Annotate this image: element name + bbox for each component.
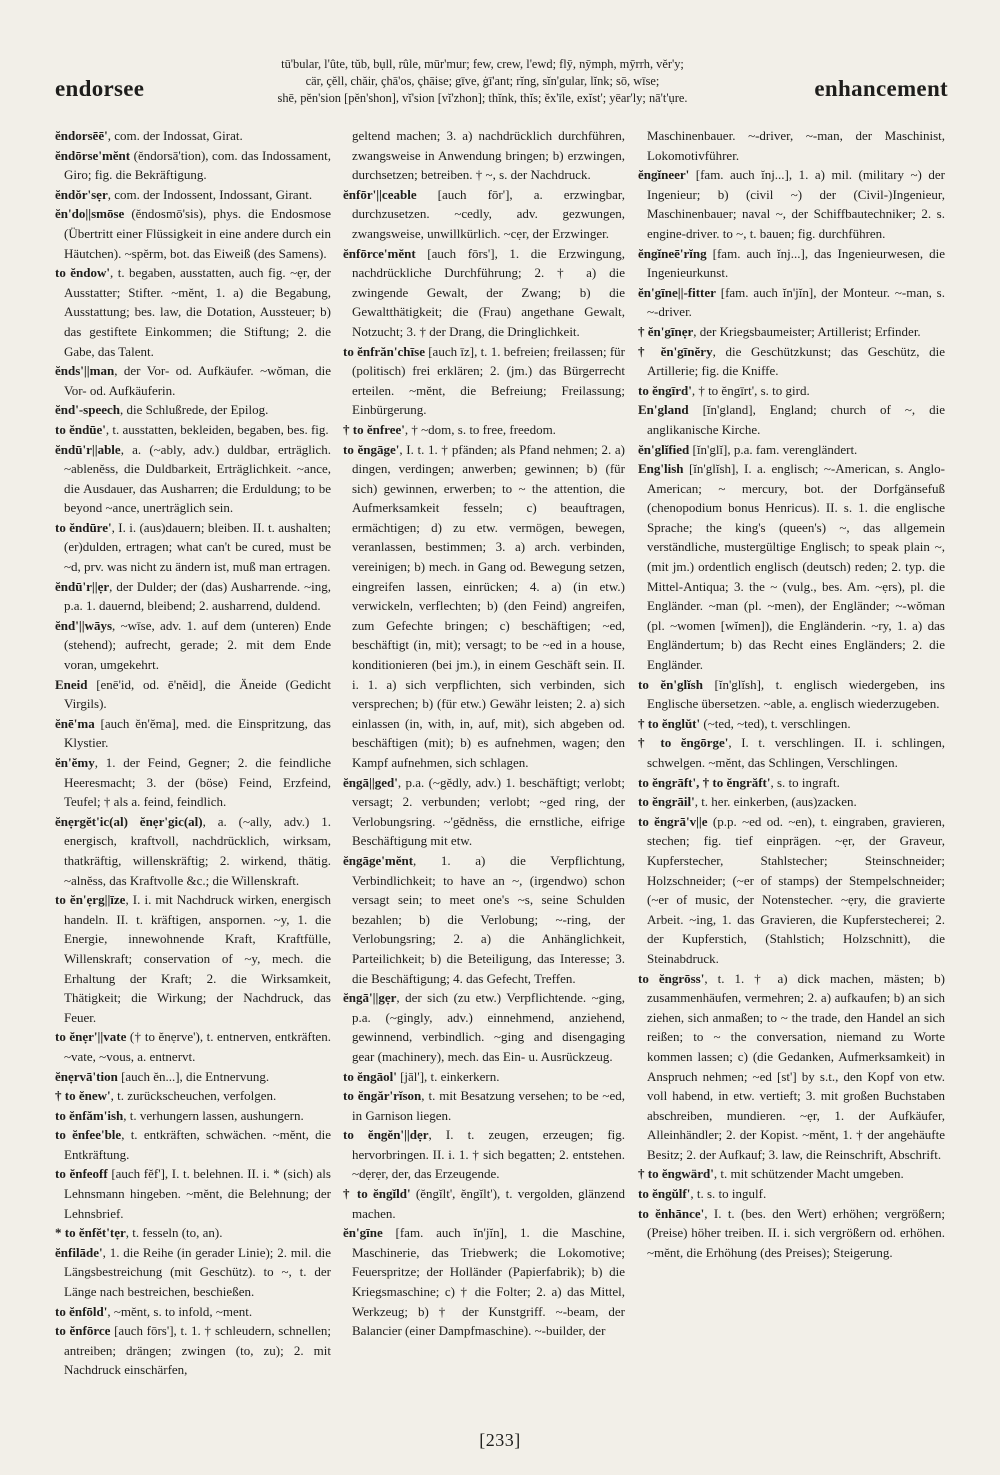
entry-definition: , ~wīse, adv. 1. auf dem (unteren) Ende (stehend); aufrecht, gerade; 2. mit dem Ende voran, umgekehrt. [64, 617, 331, 673]
entry-headword: to ĕndow' [55, 265, 111, 281]
dictionary-entry [638, 1164, 945, 1184]
dictionary-entry [638, 792, 945, 812]
entry-headword: ĕnẹrvā'tion [55, 1068, 118, 1084]
pronunciation-key [195, 56, 770, 107]
entry-headword: ĕndōrse'mĕnt [55, 147, 131, 163]
entry-headword: to ĕnfăm'ish [55, 1107, 124, 1123]
entry-definition: [auch fōrs'], 1. die Erzwingung, nachdrückliche Durchführung; 2. † a) die zwingende Gewalt, der Zwang; b) die Gewaltthätigkeit; die (Frau) angethane Gewalt, Notzucht; 3. † der Drang, die Dringlichkeit. [352, 245, 625, 339]
entry-headword: to ĕngāol' [343, 1068, 397, 1084]
entry-headword: En'gland [638, 402, 689, 418]
dictionary-entry [638, 969, 945, 1165]
entry-definition: , t. verhungern lassen, aushungern. [123, 1107, 304, 1123]
entry-headword: to ĕndūe' [55, 421, 106, 437]
entry-definition: [auch fōr'], a. erzwingbar, durchzusetzen. ~cedly, adv. gezwungen, zwangsweise, unwillkürlich. ~cẹr, der Erzwinger. [352, 186, 625, 241]
dictionary-entry [343, 244, 625, 342]
dictionary-entry [343, 1184, 625, 1223]
dictionary-entry [55, 146, 331, 185]
dictionary-entry [343, 185, 625, 244]
entry-headword: to ĕnfeoff [55, 1166, 108, 1182]
entry-definition: geltend machen; 3. a) nachdrücklich durchführen, zwangsweise in Anwendung bringen; b) erzwingen, durchsetzen; betreiben. † ~, s. der Nachdruck. [352, 128, 625, 183]
dictionary-column-left [55, 126, 331, 1426]
dictionary-entry [343, 1125, 625, 1184]
dictionary-entry [343, 851, 625, 988]
entry-definition: (ĕndorsā'tion), com. das Indossament, Giro; fig. die Bekräftigung. [64, 147, 331, 183]
dictionary-entry [55, 675, 331, 714]
entry-headword: ĕn'glĭfied [638, 441, 690, 457]
dictionary-entry [55, 1106, 331, 1126]
entry-definition: , t. 1. † a) dick machen, mästen; b) zusammenhäufen, vermehren; 2. a) aufkaufen; b) an sich ziehen, sich anmaßen; to ~ the trade, den Handel an sich reißen; to ~ the conversation, niemand zu Worte kommen lassen; c) (die Gedanken, Aufmerksamkeit) in Anspruch nehmen; ~ed [st'] by s.t., den Kopf von etw. voll habend, in etw. vertieft; 3. mit großen Buchstaben abschreiben, mundieren. ~ẹr, 1. der Aufkäufer, Alleinhändler; 2. der Kopist. ~mĕnt, 1. † der angehäufte Besitz; 2. der Aufkauf; 3. law, die Reinschrift, Abschrift. [647, 970, 945, 1162]
dictionary-entry [343, 126, 625, 185]
dictionary-entry [638, 459, 945, 675]
entry-definition: († to ĕnẹrve'), t. entnerven, entkräften. ~vate, ~vous, a. entnervt. [64, 1029, 331, 1064]
entry-headword: ĕngāge'mĕnt [343, 852, 414, 868]
entry-headword: ĕn'ĕmy [55, 755, 95, 770]
dictionary-column-right [638, 126, 945, 1426]
dictionary-entry [343, 988, 625, 1066]
dictionary-entry [55, 1027, 331, 1066]
entry-definition: [jāl'], t. einkerkern. [396, 1068, 500, 1084]
dictionary-entry [638, 165, 945, 243]
dictionary-entry [55, 518, 331, 577]
entry-headword: ĕn'gīne [343, 1225, 383, 1241]
entry-headword: ĕndū'r||ẹr [55, 578, 110, 594]
entry-headword: ĕngĭneer' [638, 167, 690, 183]
entry-headword: to ĕngŭlf' [638, 1186, 691, 1202]
dictionary-entry [638, 733, 945, 772]
entry-headword: to ĕnfōld' [55, 1303, 108, 1319]
dictionary-entry [55, 812, 331, 890]
dictionary-entry [55, 890, 331, 1027]
entry-headword: ĕnfilāde' [55, 1244, 103, 1260]
entry-headword: to ĕnfōrce [55, 1323, 111, 1339]
entry-definition: , die Schlußrede, der Epilog. [120, 402, 269, 418]
entry-headword: to ĕnẹr'||vate [55, 1029, 127, 1045]
entry-headword: † ĕn'gīnẹr [638, 323, 694, 339]
entry-headword: to ĕnfrăn'chīse [343, 343, 425, 359]
dictionary-entry [638, 440, 945, 460]
entry-definition: [fam. auch ĭnj...], das Ingenieurwesen, die Ingenieurkunst. [647, 245, 945, 281]
dictionary-entry [638, 342, 945, 381]
dictionary-entry [55, 1243, 331, 1302]
dictionary-entry [638, 283, 945, 322]
entry-definition: (ĕngĭlt', ĕngĭlt'), t. vergolden, glänzend machen. [352, 1186, 625, 1221]
dictionary-entry [638, 1184, 945, 1204]
entry-headword: ĕnẹrgĕt'ic(al) ĕnẹr'gic(al) [55, 813, 203, 829]
entry-definition: , ~mĕnt, s. to infold, ~ment. [107, 1303, 253, 1319]
entry-headword: to ĕn'glĭsh [638, 676, 703, 692]
dictionary-entry [343, 1223, 625, 1341]
dictionary-entry [638, 244, 945, 283]
pronunciation-key-line: tū'bular, l'ûte, tŭb, bụll, rûle, mūr'mur; few, crew, l'ewd; flȳ, nȳmph, mȳrrh, vĕr'y; [281, 57, 684, 71]
entry-definition: [ĭn'glĭsh], I. a. englisch; ~-American, s. Anglo-American; ~ mercury, bot. der Dorfgänsefuß (chenopodium bonus Henricus). II. s. 1. die englische Sprache; the king's (queen's) ~, das allgemein verständliche, mustergültige Englisch; to speak plain ~, (mit jm.) ordentlich englisch (deutsch) reden; 2. typ. die Mittel-Antiqua; 3. the ~ (vulg., bes. Am. ~ẹrs), pl. die Engländer. ~man (pl. ~men), der Engländer; ~-wŏman (pl. ~women [wĭmen]), die Engländerin. ~ry, 1. a) das Engländertum; b) das Recht eines Engländers; 2. die Engländer. [647, 461, 945, 673]
entry-definition: , 1. der Feind, Gegner; 2. die feindliche Heeresmacht; 3. der (böse) Feind, Erzfeind, Teufel; † als a. feind, feindlich. [64, 755, 331, 810]
dictionary-entry [638, 812, 945, 969]
dictionary-entry [55, 1321, 331, 1380]
entry-headword: Eneid [55, 676, 88, 692]
entry-headword: Eng'lish [638, 461, 684, 477]
dictionary-entry [55, 753, 331, 812]
entry-headword: † to ĕngĭld' [343, 1186, 411, 1202]
pronunciation-key-line: cär, çĕll, chăir, çhā'os, çhāise; gīve, ġī'ant; rĭng, sĭn'gular, lĭnk; sō, wīse; [305, 74, 660, 88]
entry-definition: , t. entkräften, schwächen. ~mĕnt, die Entkräftung. [64, 1127, 331, 1162]
entry-headword: to ĕndūre' [55, 519, 112, 535]
entry-definition: [enē'id, od. ē'nĕid], die Äneide (Gedicht Virgils). [64, 676, 331, 712]
entry-definition: [auch īz], t. 1. befreien; freilassen; für (politisch) frei erklären; 2. (jm.) das Bürgerrecht erteilen. ~mĕnt, die Befreiung; Freilassung; Einbürgerung. [352, 343, 625, 418]
entry-definition: [ĭn'glĭsh], t. englisch wiedergeben, ins Englische übersetzen. ~able, a. englisch wiederzugeben. [647, 676, 945, 712]
dictionary-entry [55, 400, 331, 420]
entry-definition: , a. (~ably, adv.) duldbar, erträglich. ~ablenĕss, die Duldbarkeit, Erträglichkeit. ~ance, die Ausdauer, das Ausharren; die Erduldung; to be beyond ~ance, unerträglich sein. [64, 441, 331, 516]
entry-definition: , I. t. (bes. den Wert) erhöhen; vergrößern; (Preise) höher treiben. II. i. sich vergrößern od. erhöhen. ~mĕnt, die Erhöhung (des Preises); Steigerung. [647, 1205, 945, 1260]
entry-headword: † to ĕnfree' [343, 421, 405, 437]
entry-definition: , t. begaben, ausstatten, auch fig. ~ẹr, der Ausstatter; Stifter. ~mĕnt, 1. a) die Begabung, Ausstattung; bes. law, die Dotation, Aussteuer; b) das gestiftete Einkommen; die Stiftung; 2. die Gabe, das Talent. [64, 265, 331, 359]
dictionary-entry [55, 185, 331, 205]
entry-headword: ĕn'gīne||-fitter [638, 284, 716, 300]
dictionary-entry [638, 126, 945, 165]
entry-definition: , com. der Indossat, Girat. [107, 128, 243, 143]
entry-definition: , I. t. 1. † pfänden; als Pfand nehmen; 2. a) dingen, verdingen; anwerben; gewinnen; b) (für sich) gewinnen, erwerben; to ~ the attention, die Aufmerksamkeit fesseln; c) beauftragen, ermächtigen; d) zu etw. vermögen, bewegen, veranlassen, bestimmen; 3. a) arch. verbinden, vereinigen; b) mech. in Gang od. Bewegung setzen, eingreifen lassen, einrücken; 4. a) (in etw.) verwickeln, verflechten; b) (den Feind) angreifen, zum Gefechte bringen; c) beschäftigen; ~ed, beschäftigt (in, mit); versagt; to be ~ed in a house, konditionieren (bei jm.), in einem Geschäft sein. II. i. 1. a) sich verpflichten, sich verbinden, sich versprechen; b) (für etw.) Gewähr leisten; 2. a) sich einlassen (in, with, in, auf, mit), sich abgeben od. beschäftigen (mit); b) es aufnehmen, wagen; den Kampf aufnehmen, sich schlagen. [352, 441, 625, 770]
entry-headword: to ĕngrōss' [638, 970, 705, 986]
dictionary-entry [55, 126, 331, 146]
entry-definition: (p.p. ~ed od. ~en), t. eingraben, gravieren, stechen; fig. tief einprägen. ~ẹr, der Graveur, Kupferstecher, Stahlstecher; Steinschneider; Holzschneider; (~er of stamps) der Stempelschneider; (~er of music, der Notenstecher. ~ẹry, die gravierte Arbeit. ~ing, 1. das Gravieren, die Kupferstecherei; 2. der Kupferstich, (Stahlstich; Holzschnitt), die Steinabdruck. [647, 813, 945, 966]
entry-definition: , die Geschützkunst; das Geschütz, die Artillerie; fig. die Kniffe. [647, 343, 945, 379]
entry-definition: , t. mit schützender Macht umgeben. [713, 1166, 904, 1182]
page-number: [233] [479, 1430, 521, 1450]
entry-definition: , I. i. mit Nachdruck wirken, energisch handeln. II. t. kräftigen, anspornen. ~y, 1. die Energie, innewohnende Kraft, Kraftfülle, Willenskraft; conservation of ~y, mech. die Erhaltung der Kraft; 2. die Wirksamkeit, Thätigkeit; die Wirkung; der Nachdruck, das Feuer. [64, 892, 331, 1025]
dictionary-entry [55, 361, 331, 400]
entry-definition: , der Kriegsbaumeister; Artillerist; Erfinder. [693, 323, 921, 339]
entry-definition: [ĭn'gland], England; church of ~, die anglikanische Kirche. [647, 402, 945, 437]
entry-definition: , † ~dom, s. to free, freedom. [404, 421, 556, 437]
entry-definition: [auch ĕn...], die Entnervung. [117, 1068, 270, 1084]
entry-definition: , t. fesseln (to, an). [125, 1225, 223, 1241]
dictionary-entry [343, 773, 625, 851]
entry-definition: [auch fĕf'], I. t. belehnen. II. i. * (sich) als Lehnsmann hingeben. ~mĕnt, die Belehnung; der Lehnsbrief. [64, 1166, 331, 1221]
entry-headword: ĕn'do||smōse [55, 206, 125, 222]
entry-headword: † to ĕngwärd' [638, 1166, 714, 1182]
dictionary-entry [55, 1125, 331, 1164]
guide-word-last: enhancement [814, 76, 948, 101]
dictionary-entry [55, 204, 331, 263]
entry-definition: , I. t. zeugen, erzeugen; fig. hervorbringen. II. i. 1. † sich begatten; 2. entstehen. ~dẹrẹr, der, das Erzeugende. [352, 1127, 625, 1182]
entry-headword: to ĕngīrd' [638, 382, 692, 398]
entry-definition: [fam. auch ĭn'jĭn], der Monteur. ~-man, s. ~-driver. [647, 284, 945, 320]
dictionary-entry [55, 1067, 331, 1087]
entry-headword: ĕnē'ma [55, 715, 95, 731]
entry-headword: ĕnfōr'||ceable [343, 186, 417, 202]
entry-headword: ĕngā||ged' [343, 774, 398, 790]
entry-headword: to ĕngrā'v||e [638, 813, 708, 829]
entry-headword: to ĕngāge' [343, 441, 400, 457]
dictionary-entry [638, 773, 945, 793]
dictionary-entry [343, 1067, 625, 1087]
dictionary-entry [343, 342, 625, 420]
entry-definition: , t. s. to ingulf. [690, 1186, 767, 1202]
entry-definition: , I. i. (aus)dauern; bleiben. II. t. aushalten; (er)dulden, ertragen; what can't be cured, must be ~d, prv. was nicht zu ändern ist, muß man ertragen. [64, 519, 331, 575]
entry-headword: ĕndŏr'sẹr [55, 186, 108, 202]
dictionary-entry [55, 263, 331, 361]
dictionary-entry [55, 420, 331, 440]
entry-headword: ĕngĭneē'rĭng [638, 245, 707, 261]
entry-definition: [ĭn'glĭ], p.a. fam. verengländert. [689, 441, 858, 457]
entry-headword: to ĕn'ẹrg||īze [55, 892, 126, 908]
dictionary-entry [638, 322, 945, 342]
guide-word-first: endorsee [55, 76, 145, 101]
pronunciation-key-line: shē, pĕn'sion [pĕn'shon], vĭ'sion [vĭ'zhon]; thĭnk, thĭs; ĕx'īle, exĭst'; yēar'ly; nā't'ụre. [277, 91, 688, 105]
entry-definition: , com. der Indossent, Indossant, Girant. [107, 186, 313, 202]
entry-headword: to ĕngrāil' [638, 794, 695, 810]
entry-headword: ĕnd'-speech [55, 402, 120, 418]
dictionary-entry [638, 675, 945, 714]
entry-definition: , t. zurückscheuchen, verfolgen. [110, 1088, 277, 1104]
entry-definition: , p.a. (~gĕdly, adv.) 1. beschäftigt; verlobt; versagt; 2. verbunden; verlobt; ~ged ring, der Verlobungsring. ~'gĕdnĕss, die ernstliche, eifrige Beschäftigung mit etw. [352, 774, 625, 849]
dictionary-entry [55, 714, 331, 753]
entry-definition: (ĕndosmō'sis), phys. die Endosmose (Übertritt einer Flüssigkeit in eine andere durch ein Häutchen). ~spĕrm, bot. das Eiweiß (des Samens). [64, 206, 331, 261]
entry-headword: ĕndorsēē' [55, 128, 108, 143]
entry-headword: * to ĕnfĕt'tẹr [55, 1225, 126, 1241]
dictionary-entry [638, 714, 945, 734]
entry-headword: ĕngā'||gẹr [343, 990, 397, 1006]
entry-headword: to ĕngĕn'||dẹr [343, 1127, 429, 1143]
dictionary-entry [55, 1302, 331, 1322]
dictionary-entry [343, 420, 625, 440]
entry-definition: , der Vor- od. Aufkäufer. ~wŏman, die Vor- od. Aufkäuferin. [64, 363, 331, 398]
dictionary-entry [55, 440, 331, 518]
entry-definition: [auch ĕn'ĕma], med. die Einspritzung, das Klystier. [64, 715, 331, 751]
dictionary-entry [638, 1204, 945, 1263]
entry-headword: † to ĕnglŭt' [638, 715, 701, 731]
entry-definition: , der Dulder; der (das) Ausharrende. ~ing, p.a. 1. dauernd, bleibend; 2. ausharrend, duldend. [64, 578, 331, 614]
entry-definition: [fam. auch ĭnj...], 1. a) mil. (military ~) der Ingenieur; b) (civil ~) der (Civil-)Ingenieur, Maschinenbauer; naval ~, der Schiffbautechniker; 2. s. engine-driver. to ~, t. bauen; fig. durchführen. [647, 167, 945, 241]
entry-headword: ĕndū'r||able [55, 441, 121, 457]
dictionary-entry [343, 440, 625, 773]
entry-headword: to ĕngrāft', † to ĕngrăft' [638, 774, 771, 790]
entry-definition: , s. to ingraft. [770, 774, 840, 790]
entry-definition: [auch fōrs'], t. 1. † schleudern, schnellen; antreiben; drängen; zwingen (to, zu); 2. mit Nachdruck einschärfen, [64, 1323, 331, 1378]
entry-definition: , der sich (zu etw.) Verpflichtende. ~ging, p.a. (~gingly, adv.) einnehmend, anziehend, gewinnend, verbindlich. ~ging and disengaging gear (machinery), mech. das Ein- u. Ausrückzeug. [352, 990, 625, 1064]
entry-definition: , t. her. einkerben, (aus)zacken. [694, 794, 857, 810]
entry-headword: to ĕnfee'ble [55, 1127, 122, 1143]
entry-headword: ĕnd'||wāys [55, 617, 113, 633]
entry-headword: to ĕngăr'rĭson [343, 1088, 422, 1104]
entry-headword: ĕnfōrce'mĕnt [343, 245, 416, 261]
entry-definition: , a. (~ally, adv.) 1. energisch, kraftvoll, nachdrücklich, wirksam, thatkräftig, willenskräftig; 2. wirkend, thätig. ~alnĕss, das Kraftvolle &c.; die Willenskraft. [64, 813, 331, 888]
entry-definition: , t. mit Besatzung versehen; to be ~ed, in Garnison liegen. [352, 1088, 625, 1123]
dictionary-column-middle [343, 126, 625, 1426]
entry-definition: [fam. auch ĭn'jĭn], 1. die Maschine, Maschinerie, das Triebwerk; die Lokomotive; Feuerspritze; der Holländer (Papierfabrik); b) die Kriegsmaschine; c) † die Folter; 2. a) das Mittel, Werkzeug; b) † der Kunstgriff. ~-beam, der Balancier (einer Dampfmaschine). ~-builder, der [352, 1225, 625, 1339]
entry-definition: (~ted, ~ted), t. verschlingen. [700, 715, 851, 731]
dictionary-entry [55, 577, 331, 616]
entry-headword: ĕnds'||man [55, 363, 115, 379]
entry-definition: , 1. a) die Verpflichtung, Verbindlichkeit; to have an ~, (irgendwo) schon versagt sein; to meet one's ~s, seine Schulden bezahlen; b) die Verlobung; ~-ring, der Verlobungsring; 2. a) die Anhänglichkeit, Parteilichkeit; b) die Beteiligung, das Interesse; 3. die Beschäftigung; 4. das Gefecht, Treffen. [352, 852, 625, 986]
entry-definition: , t. ausstatten, bekleiden, begaben, bes. fig. [105, 421, 329, 437]
entry-headword: † to ĕnew' [55, 1088, 111, 1104]
dictionary-entry [343, 1086, 625, 1125]
dictionary-entry [55, 616, 331, 675]
entry-definition: , † to ĕngīrt', s. to gird. [691, 382, 810, 398]
entry-headword: † to ĕngōrge' [638, 735, 729, 751]
dictionary-entry [55, 1223, 331, 1243]
entry-definition: , I. t. verschlingen. II. i. schlingen, schwelgen. ~mĕnt, das Schlingen, Verschlingen. [647, 735, 945, 770]
entry-headword: † ĕn'gīnĕry [638, 343, 713, 359]
dictionary-entry [638, 400, 945, 439]
entry-definition: Maschinenbauer. ~-driver, ~-man, der Maschinist, Lokomotivführer. [647, 128, 945, 163]
entry-headword: to ĕnhānce' [638, 1205, 705, 1221]
dictionary-entry [55, 1164, 331, 1223]
dictionary-entry [638, 381, 945, 401]
dictionary-entry [55, 1086, 331, 1106]
entry-definition: , 1. die Reihe (in gerader Linie); 2. mil. die Längsbestreichung (mit Geschütz). to ~, t. der Länge nach bestreichen, beschießen. [64, 1244, 331, 1300]
